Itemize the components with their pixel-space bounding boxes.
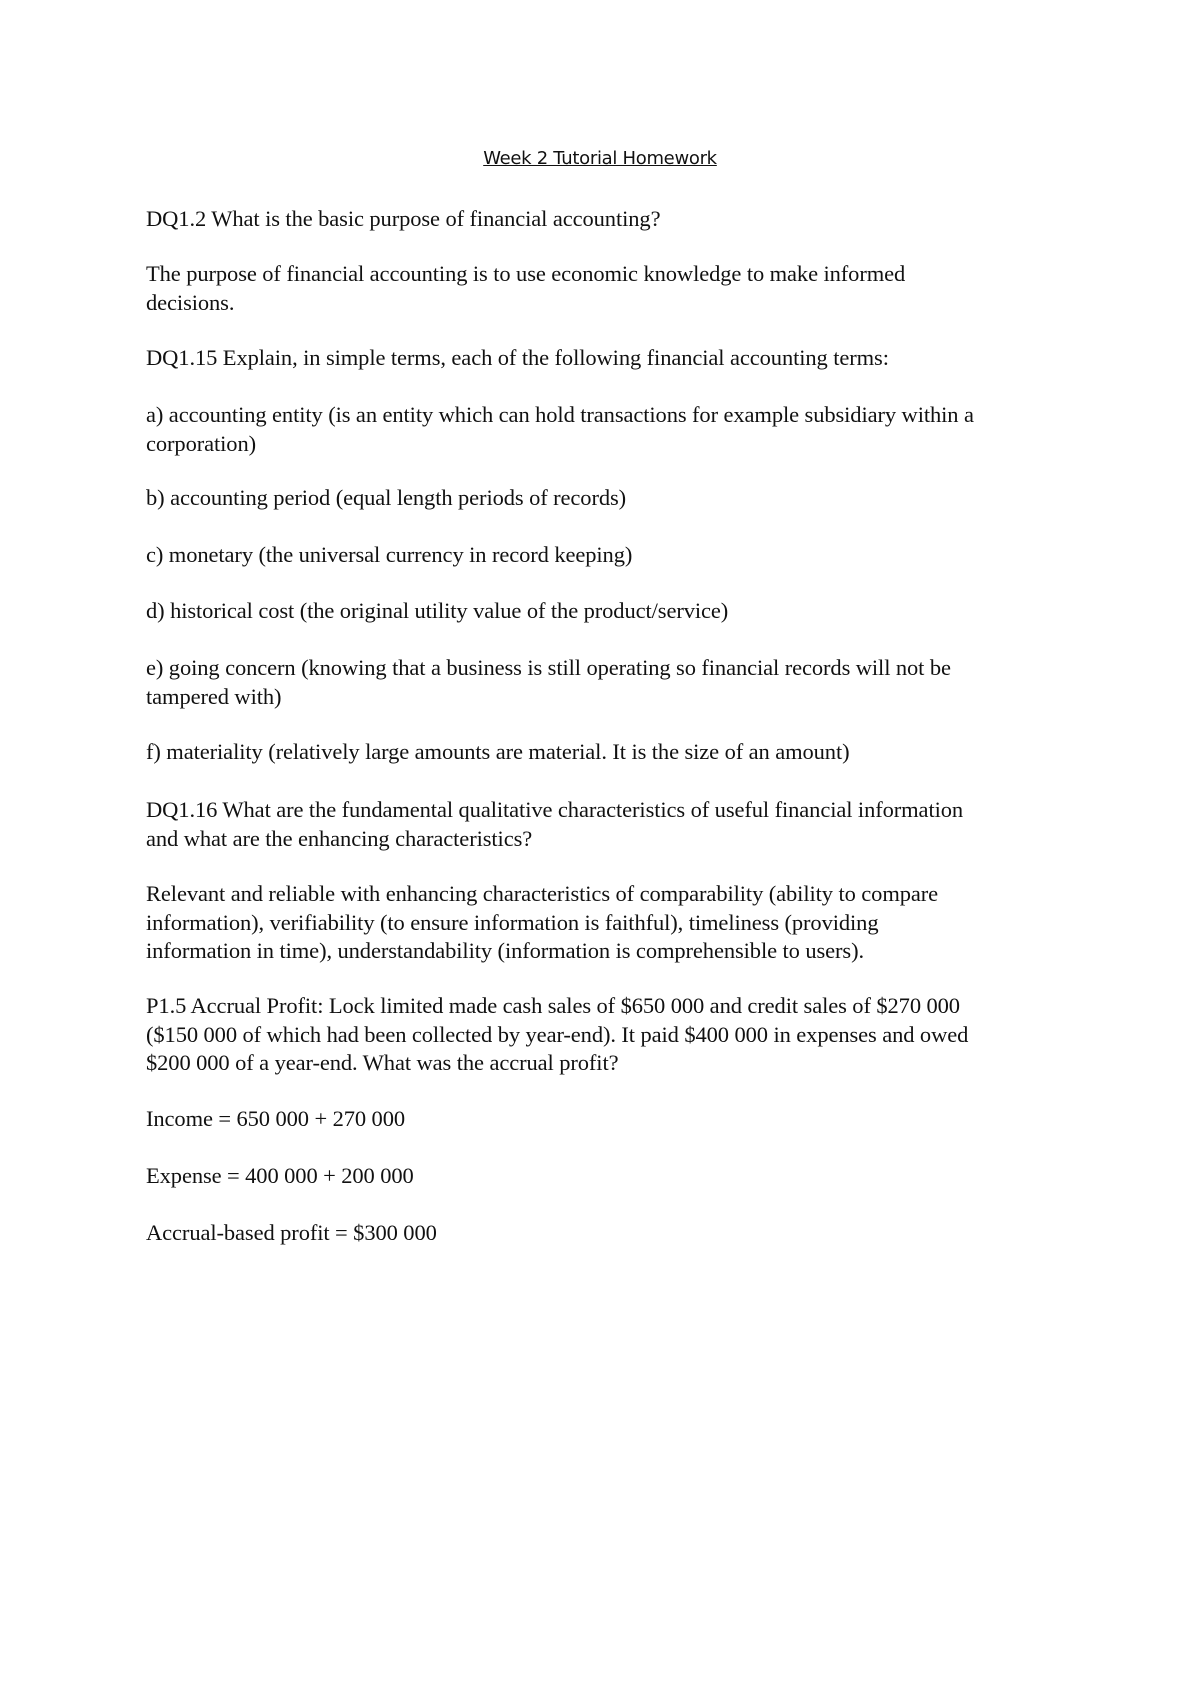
- text-line: P1.5 Accrual Profit: Lock limited made cash sales of $650 000 and credit sales of $270 000: [146, 993, 960, 1018]
- term-materiality: [146, 738, 1076, 767]
- question-dq1-16: [146, 796, 1076, 853]
- text-line: ($150 000 of which had been collected by year-end). It paid $400 000 in expenses and owed: [146, 1021, 969, 1047]
- text-line: information), verifiability (to ensure information is faithful), timeliness (providing: [146, 909, 879, 935]
- text-line: corporation): [146, 430, 257, 456]
- text-line: Accrual-based profit = $300 000: [146, 1220, 437, 1245]
- text-line: decisions.: [146, 289, 235, 315]
- answer-dq1-2: [146, 260, 1076, 317]
- expense-equation: [146, 1162, 1076, 1191]
- text-line: b) accounting period (equal length periods of records): [146, 485, 627, 510]
- accrual-profit-result: [146, 1219, 1076, 1248]
- term-accounting-entity: [146, 401, 1076, 458]
- text-line: information in time), understandability (information is comprehensible to users).: [146, 938, 864, 963]
- term-accounting-period: [146, 484, 1076, 513]
- text-line: f) materiality (relatively large amounts are material. It is the size of an amount): [146, 739, 850, 764]
- text-line: $200 000 of a year-end. What was the accrual profit?: [146, 1050, 619, 1075]
- income-equation: [146, 1105, 1076, 1134]
- text-line: e) going concern (knowing that a business is still operating so financial records will not be: [146, 655, 951, 680]
- term-historical-cost: [146, 597, 1076, 626]
- text-line: DQ1.16 What are the fundamental qualitative characteristics of useful financial information: [146, 797, 964, 822]
- text-line: and what are the enhancing characteristics?: [146, 825, 533, 851]
- text-line: The purpose of financial accounting is to use economic knowledge to make informed: [146, 261, 906, 286]
- text-line: Expense = 400 000 + 200 000: [146, 1163, 414, 1188]
- question-dq1-2: [146, 205, 1076, 234]
- document-title: Week 2 Tutorial Homework: [483, 148, 717, 169]
- text-line: DQ1.15 Explain, in simple terms, each of the following financial accounting terms:: [146, 345, 889, 370]
- term-monetary: [146, 541, 1076, 570]
- text-line: a) accounting entity (is an entity which can hold transactions for example subsidiary within a: [146, 402, 974, 427]
- term-going-concern: [146, 654, 1076, 711]
- question-dq1-15: [146, 344, 1076, 373]
- text-line: Income = 650 000 + 270 000: [146, 1106, 405, 1131]
- answer-dq1-16: [146, 880, 1076, 966]
- problem-p1-5: [146, 992, 1076, 1078]
- text-line: DQ1.2 What is the basic purpose of financial accounting?: [146, 206, 661, 231]
- text-line: tampered with): [146, 683, 282, 709]
- text-line: d) historical cost (the original utility value of the product/service): [146, 598, 729, 623]
- text-line: Relevant and reliable with enhancing characteristics of comparability (ability to compare: [146, 881, 939, 906]
- text-line: c) monetary (the universal currency in record keeping): [146, 542, 633, 567]
